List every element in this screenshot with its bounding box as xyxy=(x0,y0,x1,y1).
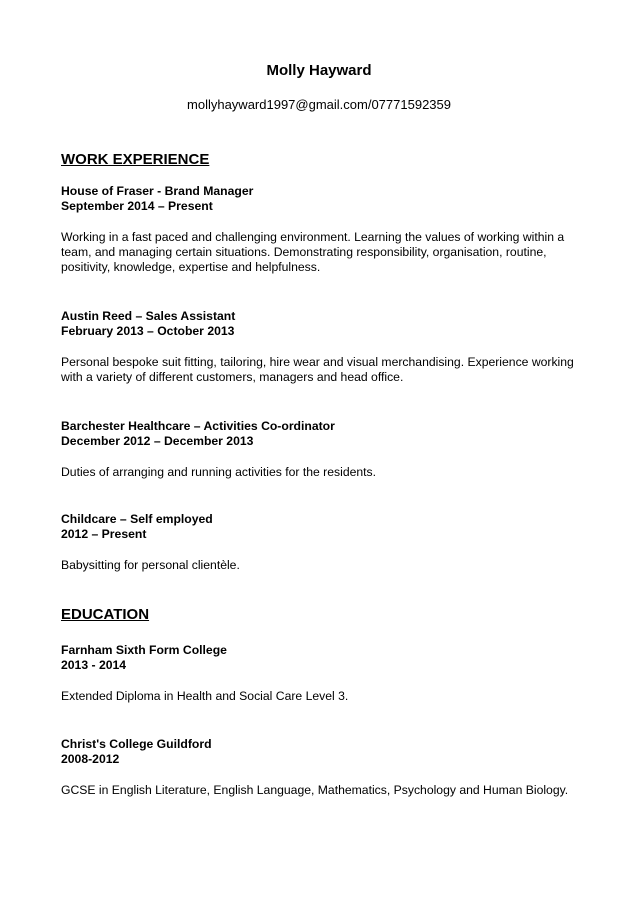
entry-description: Babysitting for personal clientèle. xyxy=(61,558,240,572)
entry-description: Working in a fast paced and challenging environment. Learning the values of working within a team, and managing certain situations. Demonstrating responsibility, organisation, routine, positivity, knowledge, expertise and helpfulness. xyxy=(61,230,565,274)
entry-description: GCSE in English Literature, English Language, Mathematics, Psychology and Human Biology. xyxy=(61,783,569,797)
work-entry xyxy=(61,309,581,385)
entry-title: Barchester Healthcare – Activities Co-ordinator xyxy=(61,419,335,433)
education-entry xyxy=(61,737,581,798)
entry-dates: September 2014 – Present xyxy=(61,199,213,213)
entry-description: Personal bespoke suit fitting, tailoring, hire wear and visual merchandising. Experience working with a variety of different customers, managers and head office. xyxy=(61,355,574,384)
entry-description: Duties of arranging and running activities for the residents. xyxy=(61,465,377,479)
entry-dates: February 2013 – October 2013 xyxy=(61,324,235,338)
education-entry xyxy=(61,643,581,704)
entry-dates: 2013 - 2014 xyxy=(61,658,127,672)
entry-dates: 2012 – Present xyxy=(61,527,147,541)
section-heading-work: WORK EXPERIENCE xyxy=(61,151,210,168)
entry-dates: 2008-2012 xyxy=(61,752,120,766)
entry-title: Childcare – Self employed xyxy=(61,512,213,526)
entry-title: Farnham Sixth Form College xyxy=(61,643,227,657)
entry-title: Austin Reed – Sales Assistant xyxy=(61,309,236,323)
work-entry xyxy=(61,419,581,480)
entry-title: Christ's College Guildford xyxy=(61,737,212,751)
entry-dates: December 2012 – December 2013 xyxy=(61,434,254,448)
work-entry xyxy=(61,184,581,275)
section-heading-education: EDUCATION xyxy=(61,606,150,623)
contact-line: mollyhayward1997@gmail.com/07771592359 xyxy=(187,97,451,112)
work-entry xyxy=(61,512,581,573)
entry-description: Extended Diploma in Health and Social Care Level 3. xyxy=(61,689,349,703)
candidate-name: Molly Hayward xyxy=(266,62,372,79)
entry-title: House of Fraser - Brand Manager xyxy=(61,184,254,198)
